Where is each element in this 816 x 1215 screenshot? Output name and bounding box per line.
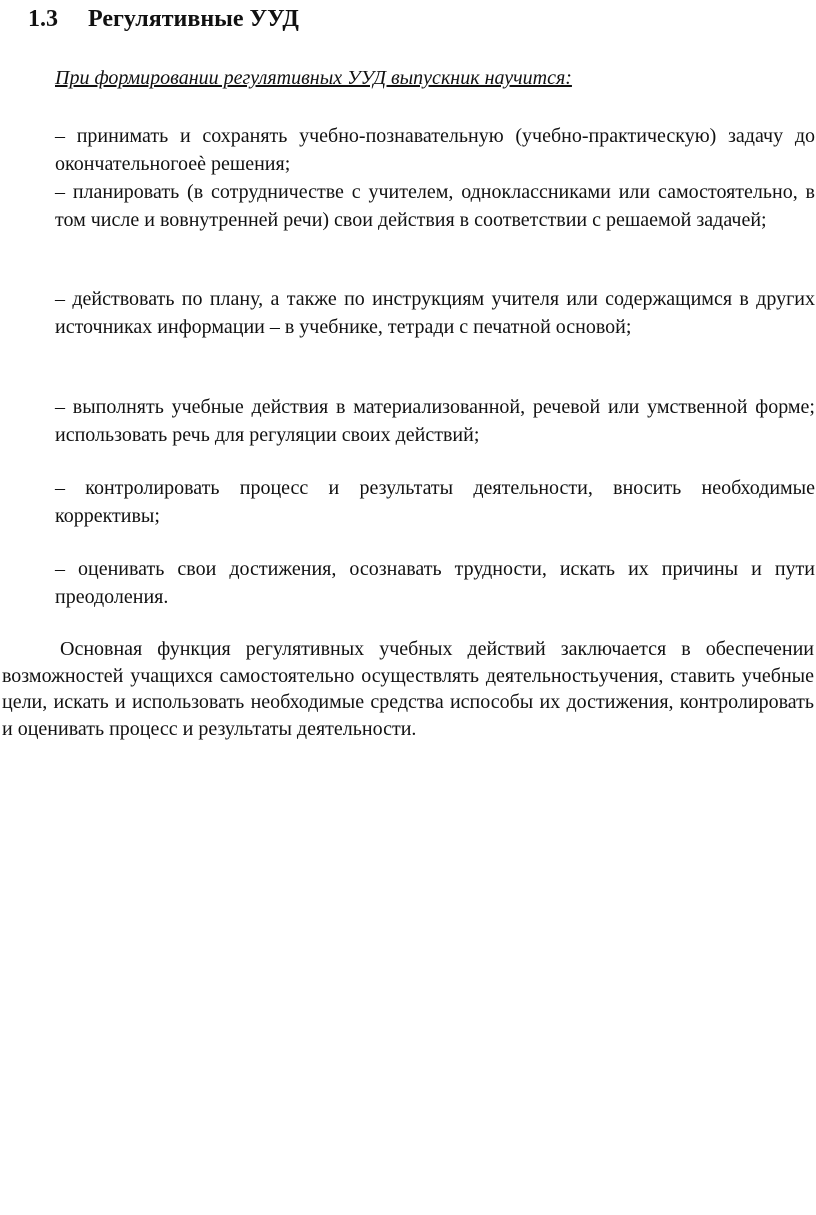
- section-title: Регулятивные УУД: [88, 6, 299, 32]
- section-number: 1.3: [28, 6, 58, 32]
- list-item: – оценивать свои достижения, осознавать трудности, искать их причины и пути преодоления.: [55, 558, 815, 608]
- section-heading: [28, 3, 299, 35]
- lead-sentence: При формировании регулятивных УУД выпускник научится:: [55, 67, 572, 89]
- body-paragraph: Основная функция регулятивных учебных действий заключается в обеспечении возможностей учащихся самостоятельно осуществлять деятельностьучения, ставить учебные цели, искать и использовать необходимые средства испособы их достижения, контролировать и оценивать процесс и результаты деятельности.: [2, 638, 814, 740]
- list-item: – принимать и сохранять учебно-познавательную (учебно-практическую) задачу до окончательногоеѐ решения;: [55, 125, 815, 175]
- list-item: – выполнять учебные действия в материализованной, речевой или умственной форме; использовать речь для регуляции своих действий;: [55, 396, 815, 446]
- list-item: – контролировать процесс и результаты деятельности, вносить необходимые коррективы;: [55, 477, 815, 527]
- list-item: – планировать (в сотрудничестве с учителем, одноклассниками или самостоятельно, в том числе и вовнутренней речи) свои действия в соответствии с решаемой задачей;: [55, 181, 815, 231]
- list-item: – действовать по плану, а также по инструкциям учителя или содержащимся в других источниках информации – в учебнике, тетради с печатной основой;: [55, 288, 815, 338]
